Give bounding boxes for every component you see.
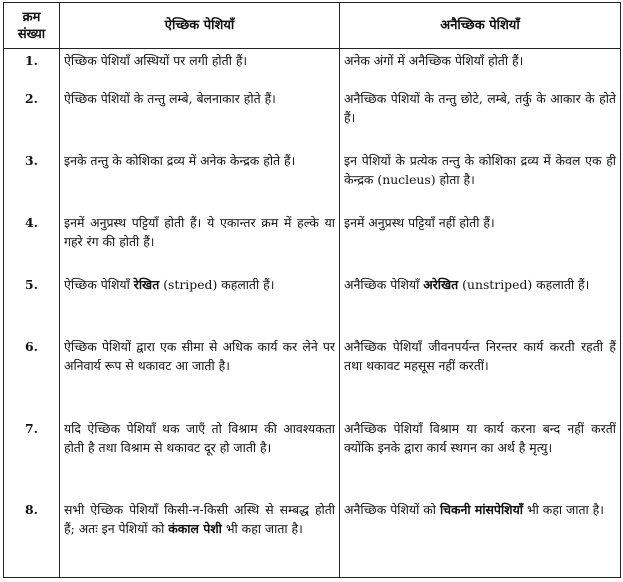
involuntary-cell: अनेक अंगों में अनैच्छिक पेशियाँ होती हैं।: [340, 49, 621, 88]
row-number: 7.: [4, 417, 60, 498]
voluntary-cell: यदि ऐच्छिक पेशियाँ थक जाएँ तो विश्राम की आवश्यकता होती है तथा विश्राम से थकावट दूर हो जाती है।: [60, 417, 340, 498]
involuntary-text-post: (unstriped) कहलाती हैं।: [458, 277, 590, 293]
voluntary-text-pre: ऐच्छिक पेशियाँ: [64, 277, 134, 293]
involuntary-cell: अनैच्छिक पेशियाँ विश्राम या कार्य करना बन्द नहीं करतीं क्योंकि इनके द्वारा कार्य स्थगन का अर्थ है मृत्यु।: [340, 417, 621, 498]
comparison-table: [3, 2, 621, 578]
involuntary-text-post: भी कहा जाता है।: [523, 502, 604, 518]
voluntary-cell: इनमें अनुप्रस्थ पट्टियाँ होती हैं। ये एकान्तर क्रम में हल्के या गहरे रंग की होती हैं।: [60, 211, 340, 273]
voluntary-cell: ऐच्छिक पेशियों के तन्तु लम्बे, बेलनाकार होते हैं।: [60, 87, 340, 149]
header-row: [4, 3, 621, 49]
table-row: [4, 335, 621, 416]
row-number: 2.: [4, 87, 60, 149]
voluntary-cell: [60, 498, 340, 577]
header-voluntary-muscles: ऐच्छिक पेशियाँ: [60, 3, 340, 49]
involuntary-cell: [340, 273, 621, 335]
involuntary-bold-term: चिकनी मांसपेशियाँ: [439, 502, 523, 518]
row-number: 5.: [4, 273, 60, 335]
table-row: [4, 417, 621, 498]
row-number: 4.: [4, 211, 60, 273]
involuntary-cell: इन पेशियों के प्रत्येक तन्तु के कोशिका द्रव्य में केवल एक ही केन्द्रक (nucleus) होता है।: [340, 149, 621, 211]
involuntary-bold-term: अरेखित: [423, 277, 459, 293]
involuntary-text-pre: अनैच्छिक पेशियों को: [344, 502, 440, 518]
voluntary-text-post: (striped) कहलाती हैं।: [159, 277, 275, 293]
voluntary-cell: ऐच्छिक पेशियाँ अस्थियों पर लगी होती हैं।: [60, 49, 340, 88]
table-row: [4, 211, 621, 273]
header-involuntary-muscles: अनैच्छिक पेशियाँ: [340, 3, 621, 49]
voluntary-text-post: भी कहा जाता है।: [221, 521, 303, 537]
header-serial-number: क्रम संख्या: [4, 3, 60, 49]
involuntary-cell: इनमें अनुप्रस्थ पट्टियाँ नहीं होती हैं।: [340, 211, 621, 273]
row-number: 1.: [4, 49, 60, 88]
involuntary-text-pre: अनैच्छिक पेशियाँ: [344, 277, 424, 293]
voluntary-bold-term: रेखित: [133, 277, 160, 293]
row-number: 8.: [4, 498, 60, 577]
involuntary-cell: अनैच्छिक पेशियाँ जीवनपर्यन्त निरन्तर कार्य करती रहती हैं तथा थकावट महसूस नहीं करतीं।: [340, 335, 621, 416]
row-number: 3.: [4, 149, 60, 211]
involuntary-cell: अनैच्छिक पेशियों के तन्तु छोटे, लम्बे, तर्कु के आकार के होते हैं।: [340, 87, 621, 149]
voluntary-text-pre: सभी ऐच्छिक पेशियाँ किसी-न-किसी अस्थि से सम्बद्ध होती हैं; अतः इन पेशियों को: [64, 502, 335, 537]
table-row: [4, 498, 621, 577]
table-row: [4, 87, 621, 149]
voluntary-cell: ऐच्छिक पेशियों द्वारा एक सीमा से अधिक कार्य कर लेने पर अनिवार्य रूप से थकावट आ जाती है।: [60, 335, 340, 416]
table-row: [4, 273, 621, 335]
voluntary-bold-term: कंकाल पेशी: [168, 521, 222, 537]
row-number: 6.: [4, 335, 60, 416]
table-row: [4, 149, 621, 211]
involuntary-cell: [340, 498, 621, 577]
voluntary-cell: [60, 273, 340, 335]
table-row: [4, 49, 621, 88]
voluntary-cell: इनके तन्तु के कोशिका द्रव्य में अनेक केन्द्रक होते हैं।: [60, 149, 340, 211]
